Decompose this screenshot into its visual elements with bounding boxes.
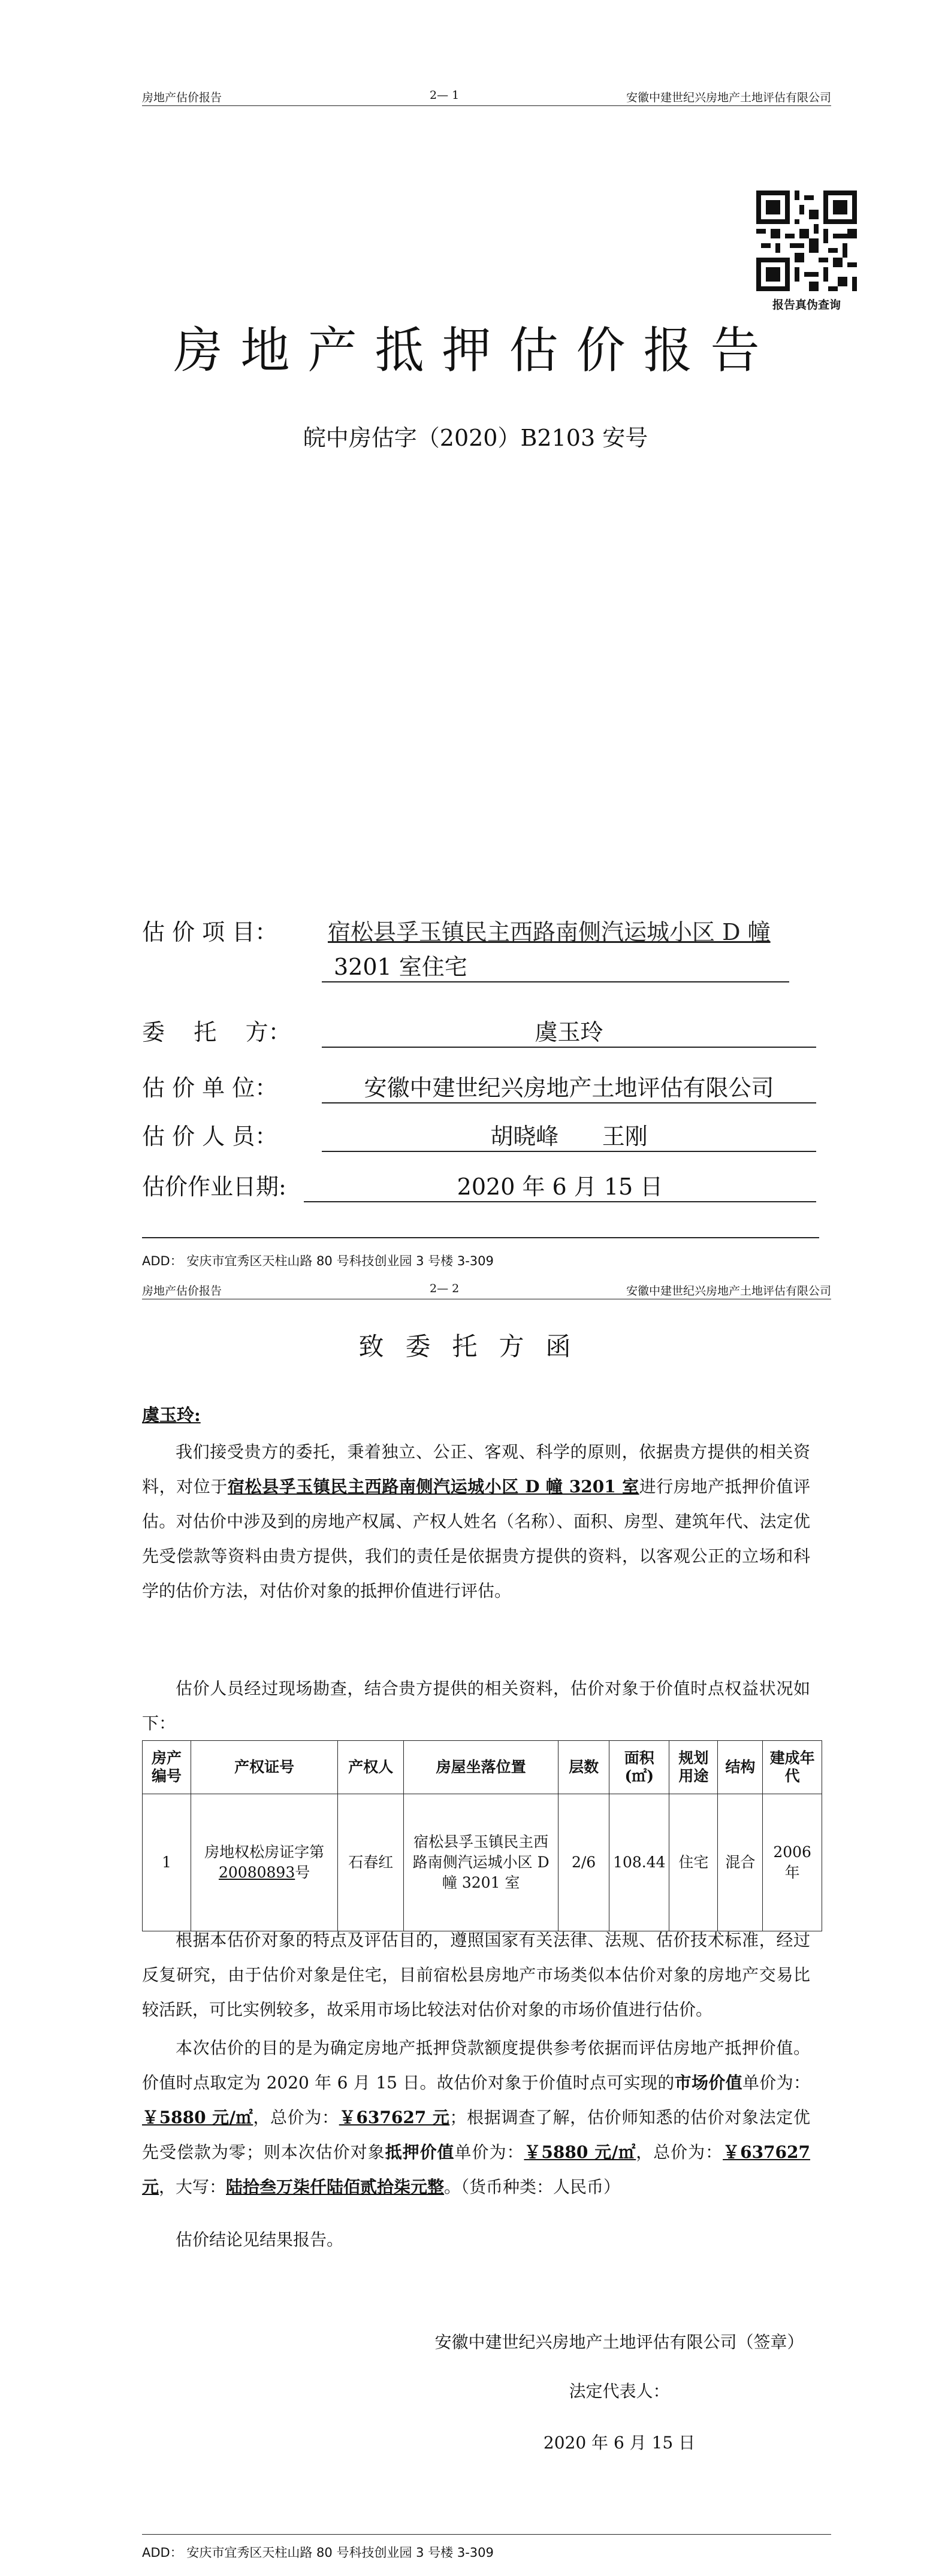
cell-structure: 混合 bbox=[718, 1794, 763, 1931]
page-header bbox=[142, 84, 831, 106]
para3-text: 根据本估价对象的特点及评估目的，遵照国家有关法律、法规、估价技术标准，经过反复研究，由于估价对象是住宅，目前宿松县房地产市场类似本估价对象的房地产交易比较活跃，可比实例较多，故采用市场比较法对估价对象的市场价值进行估价。 bbox=[142, 1930, 810, 2019]
project-value-1: 宿松县孚玉镇民主西路南侧汽运城小区 D 幢 bbox=[328, 919, 771, 945]
table-header-row bbox=[143, 1741, 822, 1794]
appraiser-value: 胡晓峰 王刚 bbox=[490, 1123, 648, 1150]
para4-text: 单价为： bbox=[454, 2142, 524, 2162]
project-value-line1 bbox=[328, 914, 819, 947]
page-number: 2— 2 bbox=[430, 1282, 460, 1295]
table-header: 规划用途 bbox=[669, 1741, 718, 1794]
cert-prefix: 房地权松房证字第 bbox=[204, 1843, 325, 1861]
header-left: 房地产估价报告 bbox=[142, 91, 222, 104]
date-value-box bbox=[304, 1168, 816, 1202]
para1-text-a: 我们接受贵方的委托，秉着独立、公正、客观、科学的原则，依据贵方提供的相关资料，对位于 bbox=[142, 1442, 810, 1496]
project-value-2: 3201 室住宅 bbox=[334, 954, 467, 980]
cell-floors: 2/6 bbox=[558, 1794, 609, 1931]
project-label: 估 价 项 目： bbox=[142, 919, 278, 945]
paragraph-1 bbox=[142, 1435, 810, 1609]
unit-value: 安徽中建世纪兴房地产土地评估有限公司 bbox=[364, 1075, 774, 1101]
info-unit bbox=[142, 1069, 819, 1105]
table-header: 面积(㎡) bbox=[609, 1741, 669, 1794]
report-title: 房地产抵押估价报告 bbox=[173, 322, 778, 379]
para5-text: 估价结论见结果报告。 bbox=[176, 2230, 344, 2250]
cell-usage: 住宅 bbox=[669, 1794, 718, 1931]
table-header: 结构 bbox=[718, 1741, 763, 1794]
mortgage-unit-price: ￥5880 元/㎡ bbox=[524, 2142, 636, 2162]
table-header: 层数 bbox=[558, 1741, 609, 1794]
para4-text: 单价为： bbox=[742, 2073, 810, 2093]
market-value-label: 市场价值 bbox=[674, 2073, 742, 2093]
para4-text: ，总价为： bbox=[636, 2142, 723, 2162]
cell-no: 1 bbox=[143, 1794, 191, 1931]
cell-area: 108.44 bbox=[609, 1794, 669, 1931]
footer-address: ADD： 安庆市宜秀区天柱山路 80 号科技创业园 3 号楼 3-309 bbox=[142, 1254, 494, 1268]
paragraph-4 bbox=[142, 2031, 810, 2205]
header-company: 安徽中建世纪兴房地产土地评估有限公司 bbox=[626, 91, 831, 104]
page-footer bbox=[142, 2534, 831, 2561]
client-value: 虞玉玲 bbox=[535, 1019, 603, 1045]
page-header bbox=[142, 1277, 831, 1299]
report-number: 皖中房估字（2020）B2103 安号 bbox=[303, 425, 648, 451]
info-project bbox=[142, 914, 819, 991]
para4-text: ，总价为： bbox=[253, 2108, 339, 2127]
para1-location: 宿松县孚玉镇民主西路南侧汽运城小区 D 幢 3201 室 bbox=[227, 1477, 639, 1496]
unit-value-box bbox=[322, 1069, 816, 1103]
table-header: 产权人 bbox=[338, 1741, 404, 1794]
sign-date: 2020 年 6 月 15 日 bbox=[543, 2433, 696, 2453]
cert-number: 20080893 bbox=[218, 1864, 295, 1881]
footer-address: ADD： 安庆市宜秀区天柱山路 80 号科技创业园 3 号楼 3-309 bbox=[142, 2545, 494, 2560]
table-header: 建成年代 bbox=[763, 1741, 822, 1794]
info-appraiser bbox=[142, 1118, 819, 1154]
legal-representative: 法定代表人： bbox=[569, 2381, 670, 2401]
table-header: 房屋坐落位置 bbox=[404, 1741, 558, 1794]
header-left: 房地产估价报告 bbox=[142, 1284, 222, 1298]
header-company: 安徽中建世纪兴房地产土地评估有限公司 bbox=[626, 1284, 831, 1298]
info-date bbox=[142, 1168, 819, 1204]
cell-location: 宿松县孚玉镇民主西路南侧汽运城小区 D 幢 3201 室 bbox=[404, 1794, 558, 1931]
para1-text-c: 进行房地产抵押价值评估。对估价中涉及到的房地产权属、产权人姓名（名称）、面积、房型、建筑年代、法定优先受偿款等资料由贵方提供，我们的责任是依据贵方提供的资料，以客观公正的立场和科学的估价方法，对估价对象的抵押价值进行评估。 bbox=[142, 1477, 810, 1601]
paragraph-5 bbox=[142, 2223, 810, 2257]
cell-year: 2006 年 bbox=[763, 1794, 822, 1931]
para4-text: ，大写： bbox=[159, 2177, 227, 2197]
table-row bbox=[143, 1794, 822, 1931]
para4-text: ；根据调查了解，估价师知悉的估价对象法定优先受偿款为零；则本次估价对象 bbox=[142, 2108, 810, 2162]
para4-text: 。（货币种类：人民币） bbox=[444, 2177, 621, 2197]
footer-rule bbox=[142, 1237, 819, 1238]
market-unit-price: ￥5880 元/㎡ bbox=[142, 2108, 253, 2127]
market-total-price: ￥637627 元 bbox=[339, 2108, 450, 2127]
info-client bbox=[142, 1014, 819, 1050]
qr-code-icon[interactable] bbox=[756, 191, 857, 291]
para4-text: 本次估价的目的是为确定房地产抵押贷款额度提供参考依据而评估房地产抵押价值。价值时点取定为 2020 年 6 月 15 日。故估价对象于价值时点可实现的 bbox=[142, 2038, 810, 2093]
date-value: 2020 年 6 月 15 日 bbox=[457, 1174, 663, 1200]
qr-caption: 报告真伪查询 bbox=[772, 298, 841, 312]
client-value-box bbox=[322, 1014, 816, 1048]
table-header: 房产编号 bbox=[143, 1741, 191, 1794]
project-value-line2 bbox=[322, 948, 789, 982]
amount-in-words: 陆拾叁万柒仟陆佰贰拾柒元整 bbox=[226, 2177, 445, 2197]
client-label: 委 托 方： bbox=[142, 1019, 291, 1045]
unit-label: 估 价 单 位： bbox=[142, 1075, 278, 1101]
date-label: 估价作业日期: bbox=[142, 1174, 286, 1200]
cell-owner: 石春红 bbox=[338, 1794, 404, 1931]
cert-suffix: 号 bbox=[295, 1864, 310, 1881]
company-signature: 安徽中建世纪兴房地产土地评估有限公司（签章） bbox=[434, 2332, 804, 2352]
appraiser-value-box bbox=[322, 1118, 816, 1152]
para2-text: 估价人员经过现场勘查，结合贵方提供的相关资料，估价对象于价值时点权益状况如下： bbox=[142, 1679, 810, 1733]
page-number: 2— 1 bbox=[430, 89, 460, 102]
property-table bbox=[142, 1740, 822, 1931]
table-header: 产权证号 bbox=[191, 1741, 338, 1794]
mortgage-total-price: ￥637627 元 bbox=[142, 2142, 810, 2197]
cell-cert bbox=[191, 1794, 338, 1931]
letter-title: 致委托方函 bbox=[358, 1332, 593, 1361]
page-footer bbox=[142, 1243, 831, 1269]
salutation: 虞玉玲: bbox=[142, 1405, 201, 1425]
paragraph-3 bbox=[142, 1923, 810, 2027]
paragraph-2 bbox=[142, 1671, 810, 1741]
appraiser-label: 估 价 人 员： bbox=[142, 1123, 278, 1150]
mortgage-value-label: 抵押价值 bbox=[385, 2142, 455, 2162]
